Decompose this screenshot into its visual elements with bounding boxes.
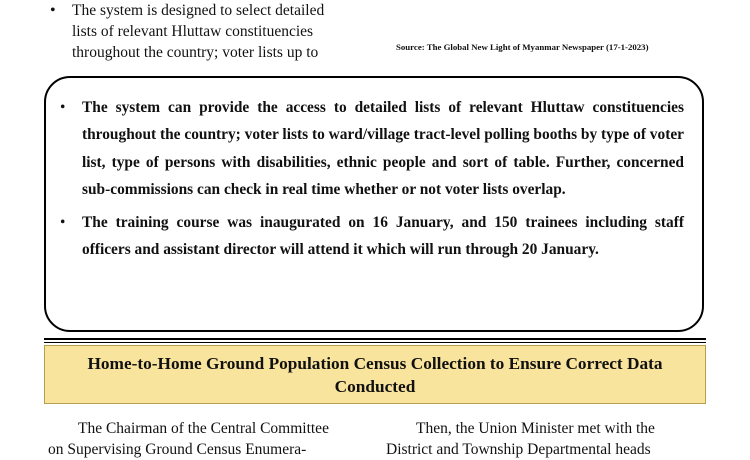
source-caption: Source: The Global New Light of Myanmar Newspaper (17-1-2023) [396, 42, 649, 52]
section-divider-thin [44, 342, 706, 343]
bullet-item-system-design [72, 0, 368, 63]
left-line-1: The Chairman of the Central Committee [78, 420, 329, 437]
right-line-1: Then, the Union Minister met with the [416, 420, 655, 437]
top-left-column [50, 0, 368, 63]
right-line-2: District and Township Departmental heads [386, 441, 651, 458]
boxed-bullet-section [44, 76, 704, 332]
article-headline: Home-to-Home Ground Population Census Collection to Ensure Correct Data Conducted [44, 345, 706, 404]
bullet-line-2: lists of relevant Hluttaw constituencies [72, 23, 314, 40]
bullet-line-1: • The system is designed to select detailed [72, 2, 325, 19]
article-right-column [386, 418, 704, 460]
bullet-line-3: throughout the country; voter lists up to [72, 44, 319, 61]
article-left-column [48, 418, 366, 460]
box-bullet-access: • The system can provide the access to detailed lists of relevant Hluttaw constituencies throughout the country; voter lists to ward/village tract-level polling booths by type of voter list, type of persons with disabilities, ethnic people and sort of table. Further, concerned sub-commissions can check in real time whether or not voter lists overlap. [82, 94, 684, 203]
box-bullet-training: • The training course was inaugurated on 16 January, and 150 trainees including staff officers and assistant director will attend it which will run through 20 January. [82, 209, 684, 264]
section-divider-thick [44, 338, 706, 340]
left-line-2: on Supervising Ground Census Enumera- [48, 441, 307, 458]
